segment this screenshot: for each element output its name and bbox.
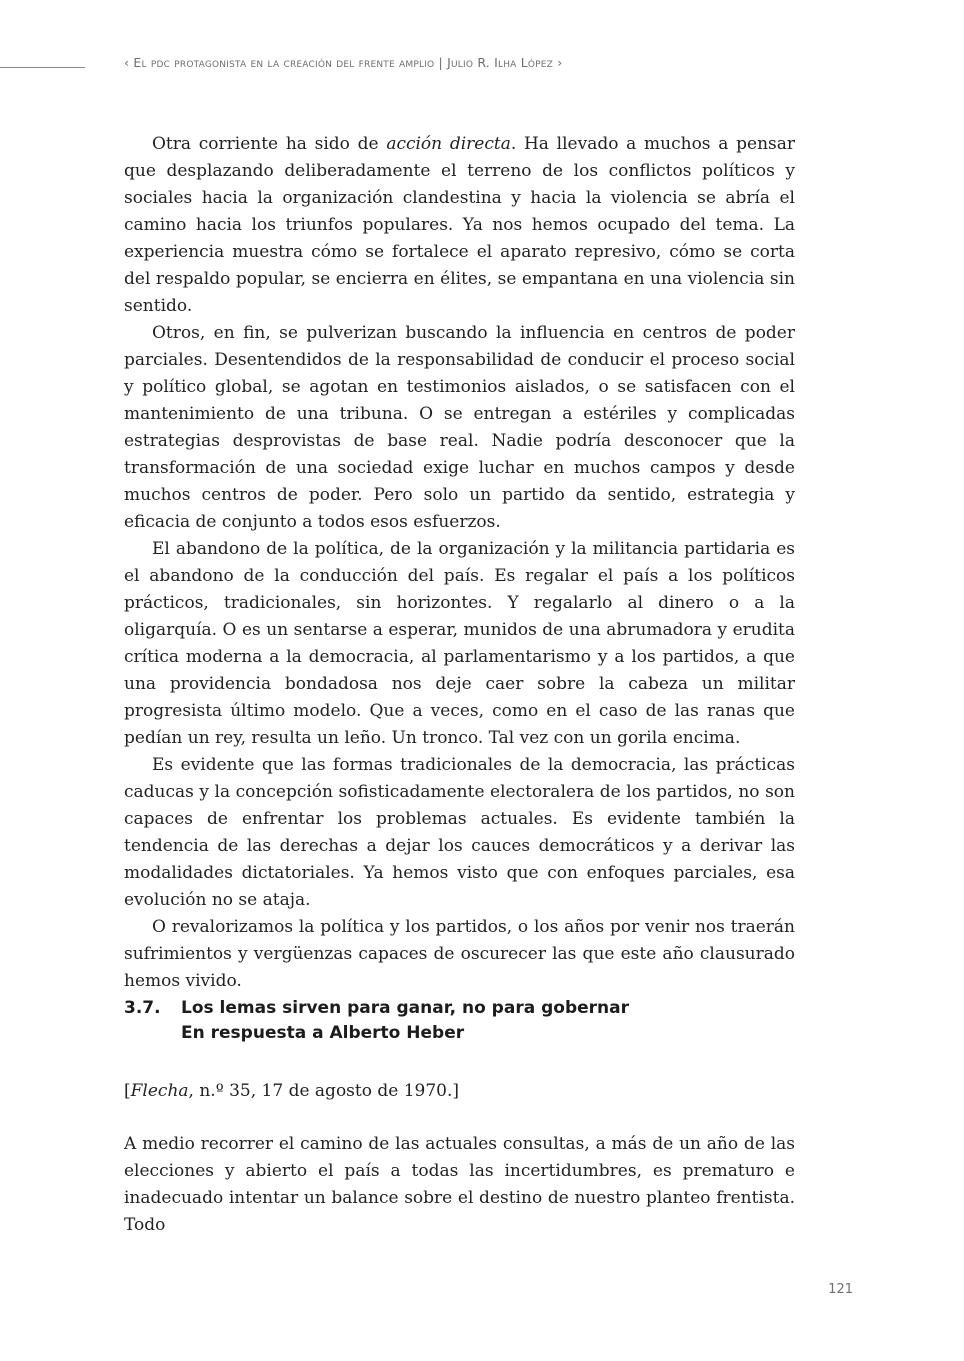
paragraph-3: El abandono de la política, de la organización y la militancia partidaria es el abandono de la conducción del país. Es regalar el país a los políticos prácticos, tradicionales, sin horizontes. Y regalarlo al dinero o a la oligarquía. O es un sentarse a esperar, munidos de una abrumadora y erudita crítica moderna a la democracia, al parlamentarismo y a los partidos, a que una providencia bondadosa nos deje caer sobre la cabeza un militar progresista último modelo. Que a veces, como en el caso de las ranas que pedían un rey, resulta un leño. Un tronco. Tal vez con un gorila encima.: [124, 539, 795, 748]
paragraph-1-italic: acción directa: [386, 134, 511, 154]
section-heading: [124, 996, 795, 1046]
body-text: [124, 131, 795, 995]
running-head-separator: |: [434, 55, 448, 70]
source-open: [: [124, 1081, 131, 1101]
section-title: Los lemas sirven para ganar, no para gobernar: [181, 998, 629, 1018]
paragraph-1-start: Otra corriente ha sido de: [152, 134, 387, 154]
running-head-author: Julio R. Ilha López: [447, 55, 554, 70]
running-head: [124, 55, 824, 70]
section-subtitle: En respuesta a Alberto Heber: [181, 1023, 465, 1043]
running-head-chapter: El pdc protagonista en la creación del frente amplio: [133, 55, 435, 70]
paragraph-5: O revalorizamos la política y los partidos, o los años por venir nos traerán sufrimientos y vergüenzas capaces de oscurecer las que este año clausurado hemos vivido.: [124, 917, 795, 991]
paragraph-4: Es evidente que las formas tradicionales de la democracia, las prácticas caducas y la concepción sofisticadamente electoralera de los partidos, no son capaces de enfrentar los problemas actuales. Es evidente también la tendencia de las derechas a dejar los cauces democráticos y a derivar las modalidades dictatoriales. Ya hemos visto que con enfoques parciales, esa evolución no se ataja.: [124, 755, 795, 910]
source-citation: [124, 1078, 795, 1105]
running-head-open: ‹: [124, 55, 130, 70]
running-head-close: ›: [557, 55, 563, 70]
paragraph-1-end: . Ha llevado a muchos a pensar que desplazando deliberadamente el terreno de los conflictos políticos y sociales hacia la organización clandestina y hacia la violencia se abría el camino hacia los triunfos populares. Ya nos hemos ocupado del tema. La experiencia muestra cómo se fortalece el aparato represivo, cómo se corta del respaldo popular, se encierra en élites, se empantana en una violencia sin sentido.: [124, 134, 795, 316]
source-details: , n.º 35, 17 de agosto de 1970.]: [188, 1081, 460, 1101]
paragraph-2: Otros, en fin, se pulverizan buscando la influencia en centros de poder parciales. Desentendidos de la responsabilidad de conducir el proceso social y político global, se agotan en testimonios aislados, o se satisfacen con el mantenimiento de una tribuna. O se entregan a estériles y complicadas estrategias desprovistas de base real. Nadie podría desconocer que la transformación de una sociedad exige luchar en muchos campos y desde muchos centros de poder. Pero solo un partido da sentido, estrategia y eficacia de conjunto a todos esos esfuerzos.: [124, 323, 795, 532]
page-number: 121: [828, 1282, 853, 1297]
paragraph-6: A medio recorrer el camino de las actuales consultas, a más de un año de las elecciones y abierto el país a todas las incertidumbres, es prematuro e inadecuado intentar un balance sobre el destino de nuestro planteo frentista. Todo: [124, 1134, 795, 1235]
paragraph-1: [124, 131, 795, 320]
continuation-text: [124, 1131, 795, 1239]
header-rule: [0, 67, 85, 68]
source-publication: Flecha: [130, 1081, 189, 1101]
section-number: 3.7.: [124, 998, 161, 1018]
